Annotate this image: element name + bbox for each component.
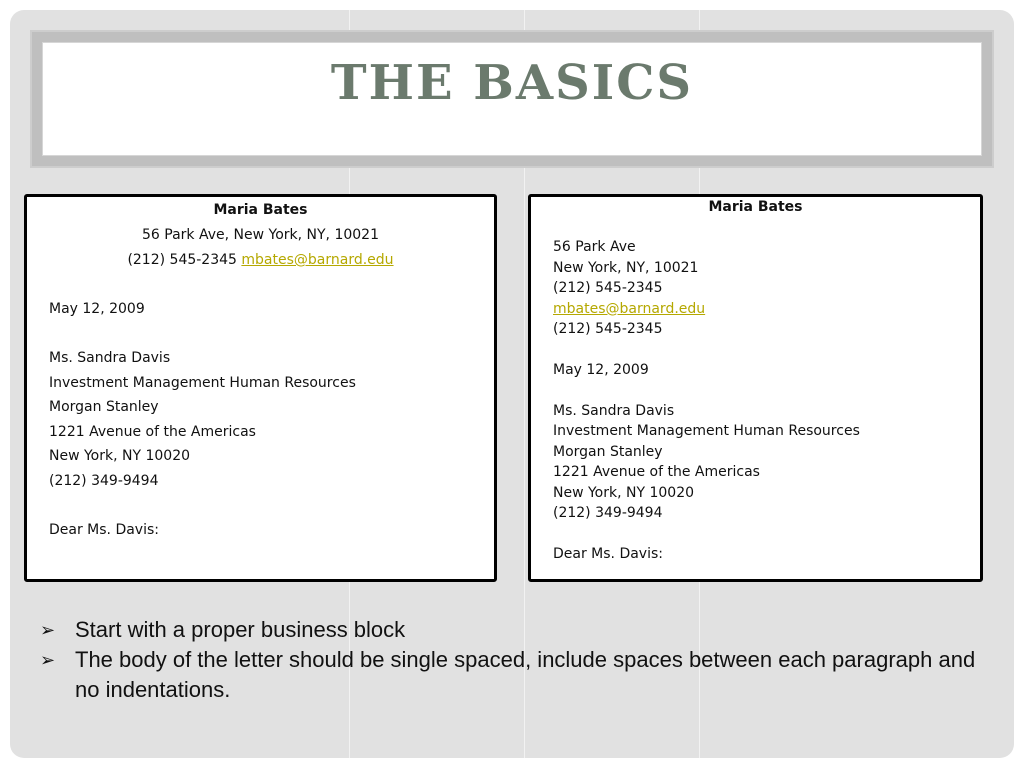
letter-example-centered	[24, 194, 497, 582]
recipient-street: 1221 Avenue of the Americas	[553, 464, 760, 480]
bullet-list	[40, 615, 980, 705]
sender-phone: (212) 545-2345	[127, 252, 237, 268]
recipient-department: Investment Management Human Resources	[553, 423, 860, 439]
recipient-name: Ms. Sandra Davis	[49, 350, 171, 366]
letter-example-block	[528, 194, 983, 582]
sender-name: Maria Bates	[708, 199, 803, 215]
bullet-item	[40, 645, 980, 705]
slide	[10, 10, 1014, 758]
arrowhead-bullet-icon: ➢	[40, 650, 56, 670]
sender-city: New York, NY, 10021	[553, 260, 699, 276]
recipient-city: New York, NY 10020	[553, 485, 695, 501]
letter-date: May 12, 2009	[553, 362, 649, 378]
sender-street: 56 Park Ave	[553, 239, 636, 255]
recipient-phone: (212) 349-9494	[553, 505, 663, 521]
recipient-street: 1221 Avenue of the Americas	[49, 424, 256, 440]
title-box	[42, 42, 982, 156]
bullet-text: Start with a proper business block	[75, 617, 406, 642]
slide-title: THE BASICS	[330, 55, 694, 111]
recipient-department: Investment Management Human Resources	[49, 375, 356, 391]
salutation: Dear Ms. Davis:	[553, 546, 663, 562]
recipient-city: New York, NY 10020	[49, 448, 191, 464]
bullet-item	[40, 615, 980, 645]
sender-address: 56 Park Ave, New York, NY, 10021	[142, 227, 379, 243]
recipient-phone: (212) 349-9494	[49, 473, 159, 489]
sender-email-link[interactable]: mbates@barnard.edu	[553, 301, 706, 317]
recipient-company: Morgan Stanley	[49, 399, 159, 415]
sender-phone-repeat: (212) 545-2345	[553, 321, 663, 337]
arrowhead-bullet-icon: ➢	[40, 620, 56, 640]
bullet-text: The body of the letter should be single spaced, include spaces between each paragraph and no indentations.	[75, 647, 976, 702]
sender-contact	[27, 252, 494, 268]
title-frame	[30, 30, 994, 168]
salutation: Dear Ms. Davis:	[49, 522, 159, 538]
letter-date: May 12, 2009	[49, 301, 145, 317]
sender-email-link[interactable]: mbates@barnard.edu	[241, 252, 394, 268]
sender-name: Maria Bates	[213, 202, 308, 218]
recipient-company: Morgan Stanley	[553, 444, 663, 460]
recipient-name: Ms. Sandra Davis	[553, 403, 675, 419]
sender-phone: (212) 545-2345	[553, 280, 663, 296]
